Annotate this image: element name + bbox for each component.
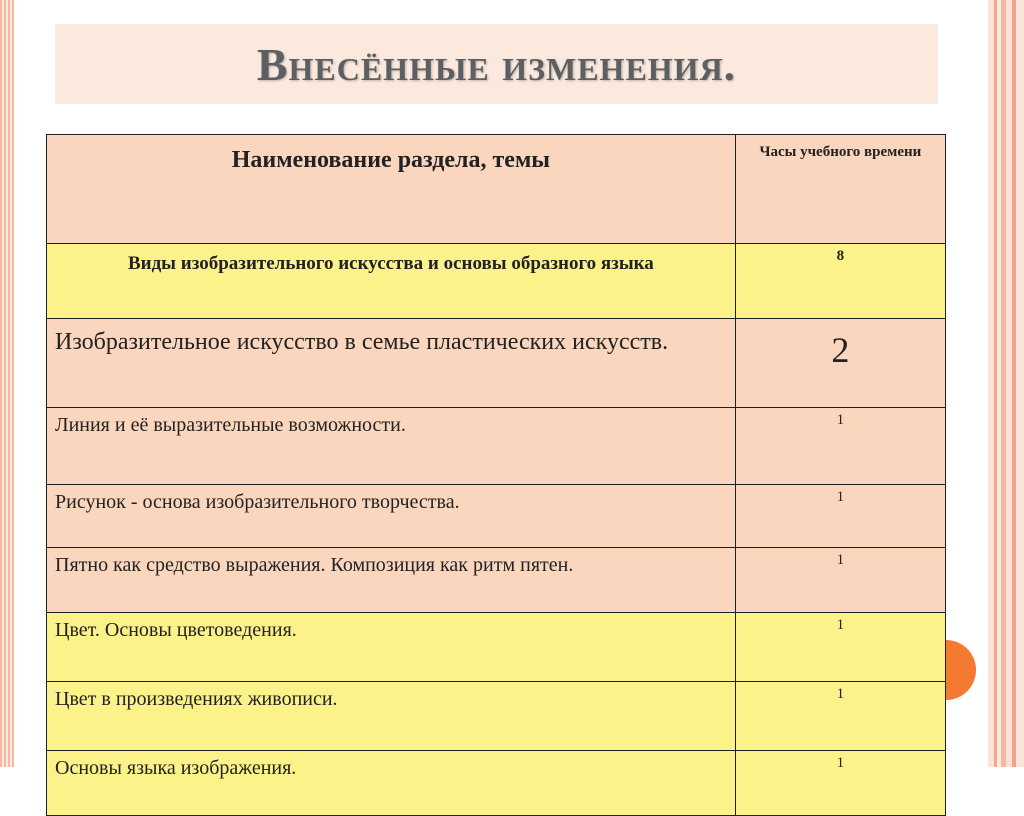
topic-name-cell: Основы языка изображения. xyxy=(47,751,736,816)
table-row xyxy=(47,613,946,682)
topic-name-cell: Линия и её выразительные возможности. xyxy=(47,408,736,485)
table-row xyxy=(47,485,946,548)
right-decorative-stripes xyxy=(988,0,1024,767)
orange-circle-decoration xyxy=(946,640,976,700)
topic-hours-cell: 1 xyxy=(735,485,945,548)
topic-hours-cell: 1 xyxy=(735,613,945,682)
header-name-cell: Наименование раздела, темы xyxy=(47,135,736,244)
curriculum-table xyxy=(46,134,946,816)
table-row xyxy=(47,548,946,613)
section-row xyxy=(47,244,946,319)
topic-name-cell: Пятно как средство выражения. Композиция как ритм пятен. xyxy=(47,548,736,613)
table-row xyxy=(47,319,946,408)
section-hours-cell: 8 xyxy=(735,244,945,319)
slide-title: Внесённые изменения. xyxy=(256,38,737,90)
table-row xyxy=(47,408,946,485)
table-row xyxy=(47,751,946,816)
topic-name-cell: Цвет в произведениях живописи. xyxy=(47,682,736,751)
title-band xyxy=(55,24,938,104)
topic-name-cell: Рисунок - основа изобразительного творчества. xyxy=(47,485,736,548)
header-hours-cell: Часы учебного времени xyxy=(735,135,945,244)
section-name-cell: Виды изобразительного искусства и основы образного языка xyxy=(47,244,736,319)
left-decorative-stripes xyxy=(0,0,14,767)
table-header-row xyxy=(47,135,946,244)
topic-name-cell: Изобразительное искусство в семье пластических искусств. xyxy=(47,319,736,408)
topic-hours-cell: 1 xyxy=(735,682,945,751)
table-row xyxy=(47,682,946,751)
topic-hours-cell: 1 xyxy=(735,751,945,816)
topic-name-cell: Цвет. Основы цветоведения. xyxy=(47,613,736,682)
topic-hours-cell: 1 xyxy=(735,548,945,613)
topic-hours-cell: 2 xyxy=(735,319,945,408)
topic-hours-cell: 1 xyxy=(735,408,945,485)
